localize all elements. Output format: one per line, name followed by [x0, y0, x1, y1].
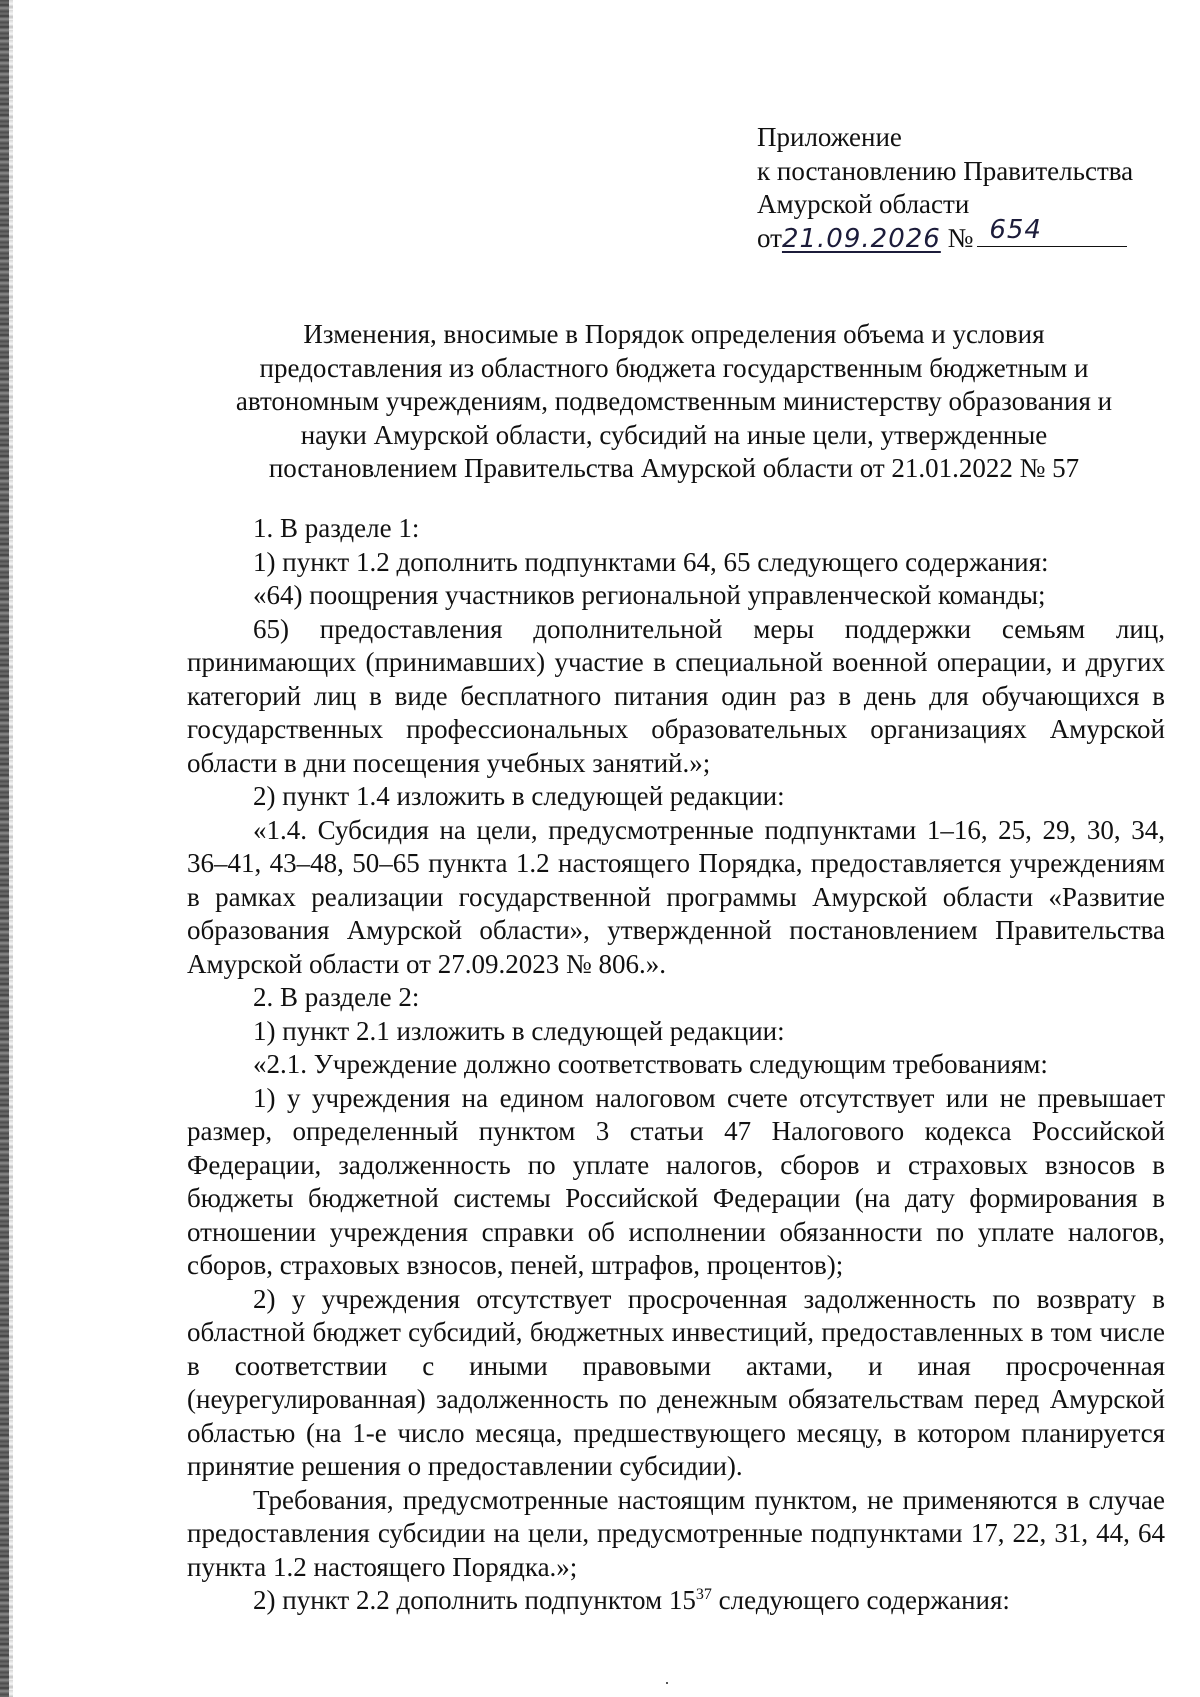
appendix-line: к постановлению Правительства — [757, 155, 1134, 186]
superscript: 37 — [695, 1586, 712, 1603]
appendix-line: Приложение — [757, 122, 902, 152]
scan-edge-shadow — [0, 0, 9, 1697]
title-line: Изменения, вносимые в Порядок определения объема и условия — [303, 319, 1045, 349]
date-prefix: от — [757, 222, 782, 253]
paragraph: 65) предоставления дополнительной меры поддержки семьям лиц, принимающих (принимавших) участие в специальной военной операции, и других категорий лиц в виде бесплатного питания один раз в день для обучающихся в государственных профессиональных образовательных организациях Амурской области в дни посещения учебных занятий.»; — [187, 613, 1165, 778]
paragraph-text: следующего содержания: — [711, 1585, 1010, 1615]
handwritten-number: 654 — [989, 215, 1042, 245]
paragraph: 2. В разделе 2: — [253, 982, 420, 1012]
paragraph — [187, 1584, 1165, 1618]
number-blank — [977, 215, 1127, 247]
title-line: автономным учреждениям, подведомственным министерству образования и — [235, 386, 1113, 416]
appendix-header — [757, 121, 1133, 256]
scan-speck — [666, 1682, 668, 1684]
paragraph: 1) у учреждения на едином налоговом счете отсутствует или не превышает размер, определенный пунктом 3 статьи 47 Налогового кодекса Российской Федерации, задолженность по уплате налогов, сборов и страховых взносов в бюджеты бюджетной системы Российской Федерации (на дату формирования в отношении учреждения справки об исполнении обязанности по уплате налогов, сборов, страховых взносов, пеней, штрафов, процентов); — [187, 1082, 1165, 1280]
handwritten-date: 21.09.2026 — [781, 223, 941, 254]
paragraph: 1) пункт 2.1 изложить в следующей редакции: — [253, 1015, 785, 1046]
paragraph: «2.1. Учреждение должно соответствовать следующим требованиям: — [253, 1049, 1048, 1079]
paragraph: 2) пункт 1.4 изложить в следующей редакции: — [253, 781, 785, 811]
paragraph: Требования, предусмотренные настоящим пунктом, не применяются в случае предоставления субсидии на цели, предусмотренные подпунктами 17, 22, 31, 44, 64 пункта 1.2 настоящего Порядка.»; — [187, 1484, 1165, 1582]
paragraph: 2) у учреждения отсутствует просроченная задолженность по возврату в областной бюджет субсидий, бюджетных инвестиций, предоставленных в том числе в соответствии с иными правовыми актами, и иная просроченная (неурегулированная) задолженность по денежным обязательствам перед Амурской областью (на 1-е число месяца, предшествующего месяцу, в котором планируется принятие решения о предоставлении субсидии). — [187, 1283, 1165, 1481]
scan-edge-light — [9, 0, 13, 1697]
paragraph: 1) пункт 1.2 дополнить подпунктами 64, 65 следующего содержания: — [253, 546, 1049, 577]
appendix-line: Амурской области — [757, 189, 970, 219]
document-title — [184, 318, 1164, 486]
paragraph-text: 2) пункт 2.2 дополнить подпунктом 15 — [253, 1585, 696, 1615]
appendix-date-line — [757, 215, 1133, 257]
paragraph: 1. В разделе 1: — [253, 513, 420, 543]
title-line: постановлением Правительства Амурской области от 21.01.2022 № 57 — [268, 453, 1080, 483]
title-line: предоставления из областного бюджета государственным бюджетным и — [259, 352, 1089, 383]
document-body — [187, 512, 1165, 1618]
number-sign: № — [947, 222, 974, 253]
paragraph: «64) поощрения участников региональной управленческой команды; — [253, 580, 1046, 610]
title-line: науки Амурской области, субсидий на иные цели, утвержденные — [300, 419, 1048, 450]
paragraph: «1.4. Субсидия на цели, предусмотренные подпунктами 1–16, 25, 29, 30, 34, 36–41, 43–48, 50–65 пункта 1.2 настоящего Порядка, предоставляется учреждениям в рамках реализации государственной программы Амурской области «Развитие образования Амурской области», утвержденной постановлением Правительства Амурской области от 27.09.2023 № 806.». — [187, 814, 1165, 979]
